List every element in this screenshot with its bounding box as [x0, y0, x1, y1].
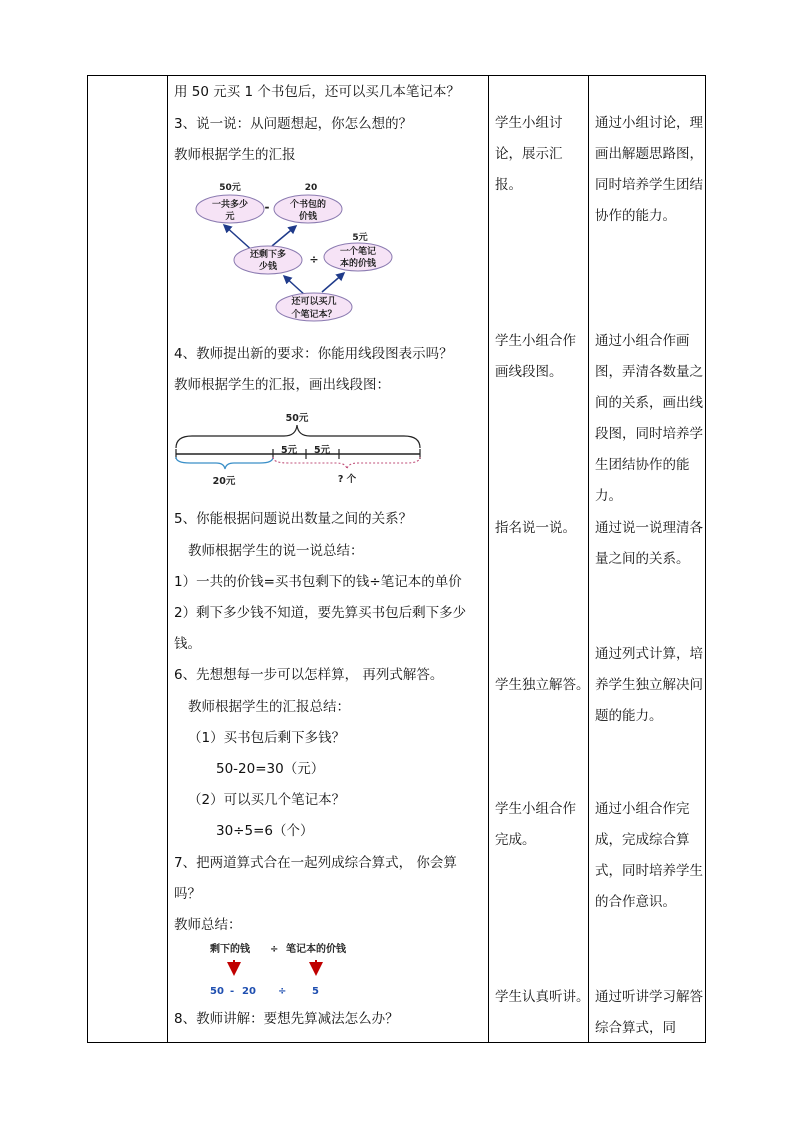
- diagram-node-question-bot: 个笔记本？: [291, 310, 337, 320]
- design-intent-1: 通过小组讨论，理画出解题思路图，同时培养学生团结协作的能力。: [595, 115, 703, 224]
- step-8-heading: 8、教师讲解：要想先算减法怎么办？: [174, 1011, 399, 1027]
- formula-n5: 5: [312, 986, 319, 997]
- segment-part-b-brace: [273, 457, 420, 469]
- diagram-node-notebook-mid: 一个笔记: [339, 247, 377, 257]
- design-intent-4: 通过列式计算，培养学生独立解决问题的能力。: [595, 646, 703, 724]
- segment-unit-2-label: 5元: [313, 445, 331, 456]
- step-7-line-2: 吗？: [174, 886, 201, 902]
- teacher-summary-2: 教师根据学生的汇报总结：: [188, 699, 350, 715]
- teacher-note-segment: 教师根据学生的汇报，画出线段图：: [174, 377, 390, 393]
- segment-part-a-brace: [176, 457, 273, 469]
- diagram-node-question-top: 还可以买几: [291, 297, 337, 307]
- student-activity-2: 学生小组合作画线段图。: [495, 333, 576, 380]
- design-intent-3: 通过说一说理清各量之间的关系。: [595, 520, 703, 567]
- teacher-note: 教师根据学生的汇报: [174, 147, 296, 163]
- diagram-node-bag-mid: 个书包的: [289, 200, 327, 210]
- equation-2: 30÷5=6（个）: [216, 823, 314, 839]
- sub-question-1: （1）买书包后剩下多钱？: [188, 730, 346, 746]
- diagram-node-total-bot: 元: [225, 212, 235, 222]
- formula-label-left: 剩下的钱: [210, 944, 250, 955]
- student-activity-3: 指名说一说。: [495, 520, 576, 536]
- step-3-heading: 3、说一说：从问题想起，你怎么想的？: [174, 116, 413, 132]
- formula-op-bottom: ÷: [278, 986, 287, 997]
- student-activity-4: 学生独立解答。: [495, 677, 590, 693]
- relation-2-line-2: 钱。: [174, 636, 201, 652]
- segment-diagram: [172, 408, 424, 490]
- diagram-node-notebook-top: 5元: [352, 233, 368, 243]
- diagram-node-total-top: 50元: [219, 183, 241, 193]
- equation-1: 50-20=30（元）: [216, 761, 325, 777]
- student-activity-5: 学生小组合作完成。: [495, 801, 576, 848]
- segment-total-brace: [176, 425, 420, 448]
- diagram-node-total-mid: 一共多少: [211, 200, 249, 210]
- student-activity-6: 学生认真听讲。: [495, 989, 590, 1005]
- teacher-conclusion: 教师总结：: [174, 917, 242, 933]
- formula-n20: 20: [242, 986, 256, 997]
- segment-part-b-label: ? 个: [337, 474, 357, 485]
- formula-op-top: ÷: [270, 944, 279, 955]
- student-activity-1: 学生小组讨论，展示汇报。: [495, 115, 563, 193]
- thinking-diagram: [190, 178, 405, 328]
- combined-formula: [200, 938, 370, 1000]
- relation-1: 1）一共的价钱=买书包剩下的钱÷笔记本的单价: [174, 574, 462, 590]
- diagram-node-remaining-top: 还剩下多: [249, 250, 287, 260]
- relation-2-line-1: 2）剩下多少钱不知道，要先算买书包后剩下多少: [174, 605, 467, 621]
- diagram-minus: -: [264, 200, 270, 214]
- diagram-node-notebook: [324, 231, 392, 271]
- problem-question: 用 50 元买 1 个书包后，还可以买几本笔记本？: [174, 84, 460, 100]
- diagram-node-bag-top: 20: [304, 183, 318, 193]
- diagram-node-notebook-bot: 本的价钱: [339, 259, 377, 269]
- design-intent-2: 通过小组合作画图，弄清各数量之间的关系，画出线段图，同时培养学生团结协作的能力。: [595, 333, 703, 504]
- diagram-node-question: [276, 293, 352, 321]
- column-divider-3: [588, 76, 589, 1042]
- formula-minus: -: [230, 986, 235, 997]
- segment-unit-1-label: 5元: [280, 445, 298, 456]
- segment-part-a-label: 20元: [212, 476, 236, 487]
- formula-label-right: 笔记本的价钱: [286, 944, 346, 955]
- design-intent-5: 通过小组合作完成，完成综合算式，同时培养学生的合作意识。: [595, 801, 703, 910]
- step-6-heading: 6、先想想每一步可以怎样算， 再列式解答。: [174, 667, 444, 683]
- diagram-node-bag: [274, 183, 342, 223]
- diagram-node-bag-bot: 价钱: [298, 212, 318, 222]
- diagram-node-total: [196, 181, 264, 223]
- diagram-node-remaining: [234, 246, 302, 274]
- column-divider-1: [167, 76, 168, 1042]
- teacher-summary: 教师根据学生的说一说总结：: [188, 543, 364, 559]
- diagram-divide: ÷: [309, 253, 319, 266]
- step-4-heading: 4、教师提出新的要求：你能用线段图表示吗？: [174, 346, 453, 362]
- segment-total-label: 50元: [285, 413, 309, 424]
- design-intent-6: 通过听讲学习解答综合算式，同: [595, 989, 703, 1036]
- column-divider-2: [488, 76, 489, 1042]
- step-7-line-1: 7、把两道算式合在一起列成综合算式， 你会算: [174, 855, 457, 871]
- diagram-node-remaining-bot: 少钱: [258, 262, 278, 272]
- formula-n50: 50: [210, 986, 224, 997]
- sub-question-2: （2）可以买几个笔记本？: [188, 792, 346, 808]
- step-5-heading: 5、你能根据问题说出数量之间的关系？: [174, 511, 413, 527]
